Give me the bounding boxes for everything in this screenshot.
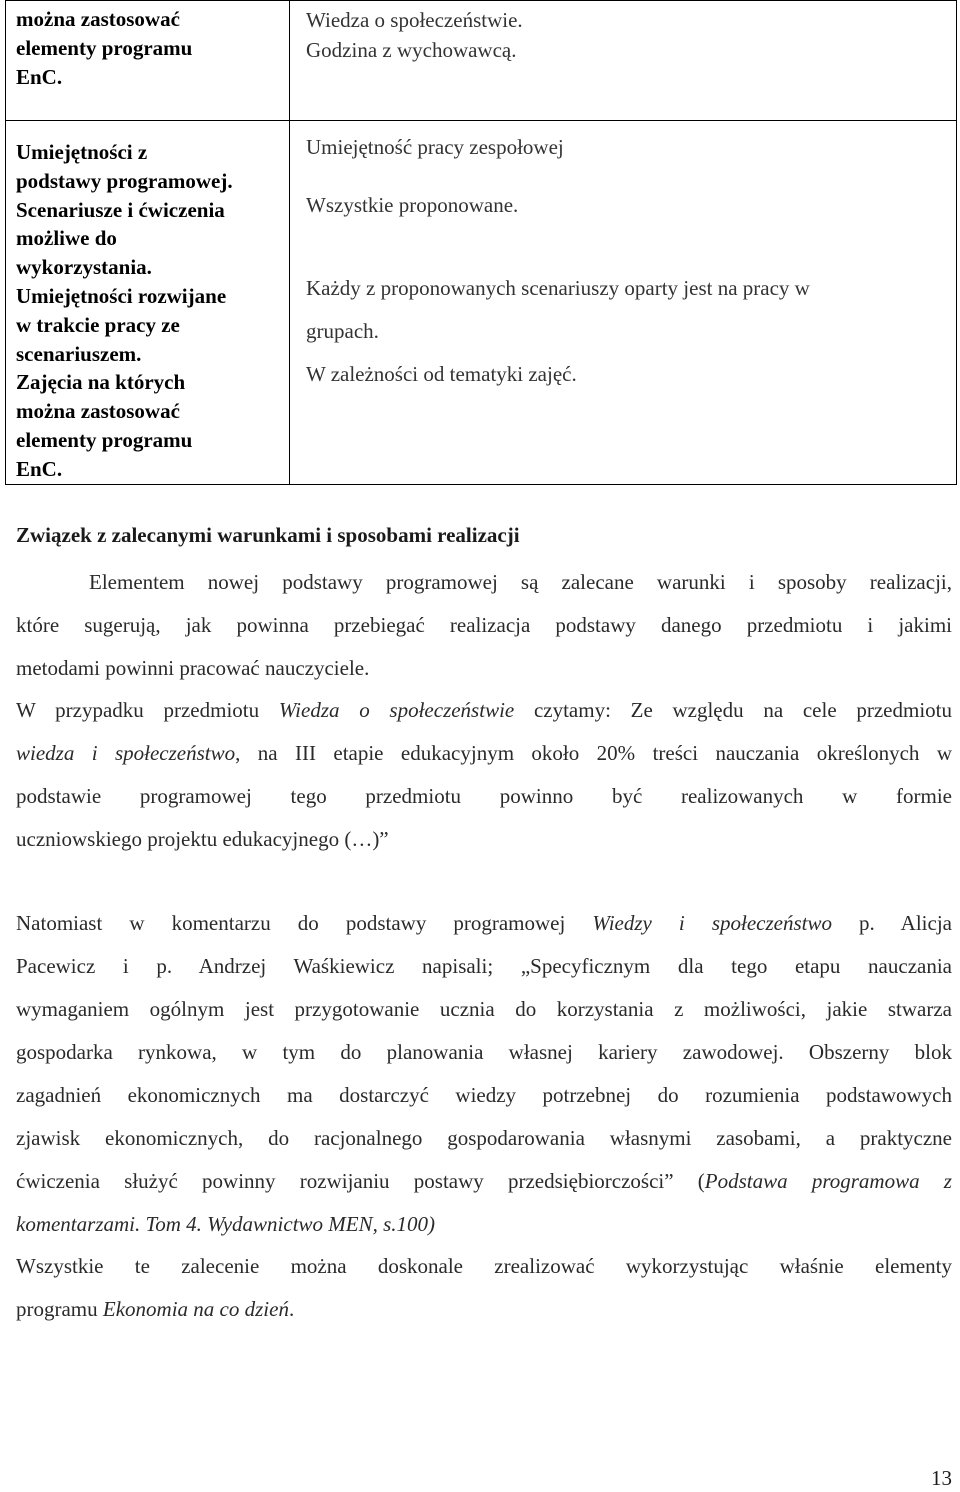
skill-text: Umiejętność pracy zespołowej [306,135,564,159]
teamwork-text-line2: grupach. [306,319,379,343]
paragraph-line: wymaganiem ogólnym jest przygotowanie ucznia do korzystania z możliwości, jakie stwarza [16,997,952,1021]
text-run: ćwiczenia służyć powinny rozwijaniu postawy przedsiębiorczości” ( [16,1169,705,1193]
paragraph-line: Wszystkie te zalecenie można doskonale zrealizować wykorzystując właśnie elementy [16,1254,952,1278]
paragraph-line: zjawisk ekonomicznych, do racjonalnego gospodarowania własnymi zasobami, a praktyczne [16,1126,952,1150]
row2-left-text: Umiejętności z podstawy programowej. Scenariusze i ćwiczenia możliwe do wykorzystania. Umiejętności rozwijane w trakcie pracy ze scenariuszem. Zajęcia na których można zastosować elementy programu EnC. [16,140,233,481]
citation-line: komentarzami. Tom 4. Wydawnictwo MEN, s.100) [16,1212,436,1236]
homeroom-line: Godzina z wychowawcą. [306,38,517,62]
paragraph-line [16,732,952,775]
teamwork-text-line1: Każdy z proponowanych scenariuszy oparty jest na pracy w [306,276,810,300]
row2-left-cell [6,121,290,485]
citation: Podstawa programowa z [704,1169,952,1193]
paragraph-quote [16,689,952,861]
program-title: Ekonomia na co dzień [102,1297,289,1321]
paragraph-line [16,1160,952,1203]
text-run: p. Alicja [831,911,952,935]
paragraph-line [16,902,952,945]
row1-left-text: można zastosować elementy programu EnC. [16,7,193,89]
paragraph-line [16,1288,952,1331]
section-heading: Związek z zalecanymi warunkami i sposobami realizacji [16,523,520,547]
scenarios-text: Wszystkie proponowane. [306,193,519,217]
paragraph-commentary [16,902,952,1246]
paragraph-line [16,689,952,732]
page-number: 13 [931,1466,952,1490]
paragraph-conclusion [16,1245,952,1331]
text-run: , na III etapie edukacyjnym około 20% treści nauczania określonych w [235,741,952,765]
text-run: W przypadku przedmiotu [16,698,279,722]
text-run: programu [16,1297,103,1321]
row1-left-cell [6,1,290,121]
paragraph-line: uczniowskiego projektu edukacyjnego (…)” [16,827,389,851]
paragraph-line: metodami powinni pracować nauczyciele. [16,656,370,680]
row1-right-cell [290,1,957,121]
paragraph-elements [16,561,952,690]
subject-title: wiedza i społeczeństwo [16,741,236,765]
paragraph-line: gospodarka rynkowa, w tym do planowania własnej kariery zawodowej. Obszerny blok [16,1040,952,1064]
row2-right-cell [290,121,957,485]
text-run: czytamy: Ze względu na cele przedmiotu [514,698,952,722]
paragraph-line: które sugerują, jak powinna przebiegać realizacja podstawy danego przedmiotu i jakimi [16,613,952,637]
subject-title: Wiedza o społeczeństwie [278,698,515,722]
text-run: . [288,1297,295,1321]
table-row [6,1,957,121]
paragraph-line: podstawie programowej tego przedmiotu powinno być realizowanych w formie [16,784,952,808]
subject-title: Wiedzy i społeczeństwo [592,911,832,935]
paragraph-line: Pacewicz i p. Andrzej Waśkiewicz napisali; „Specyficznym dla tego etapu nauczania [16,954,952,978]
classes-text: W zależności od tematyki zajęć. [306,362,577,386]
subject-line: Wiedza o społeczeństwie. [306,8,523,32]
program-table [5,0,957,485]
paragraph-line: zagadnień ekonomicznych ma dostarczyć wiedzy potrzebnej do rozumienia podstawowych [16,1083,952,1107]
text-run: Natomiast w komentarzu do podstawy programowej [16,911,593,935]
table-row [6,121,957,485]
paragraph-line: Elementem nowej podstawy programowej są zalecane warunki i sposoby realizacji, [89,570,952,594]
